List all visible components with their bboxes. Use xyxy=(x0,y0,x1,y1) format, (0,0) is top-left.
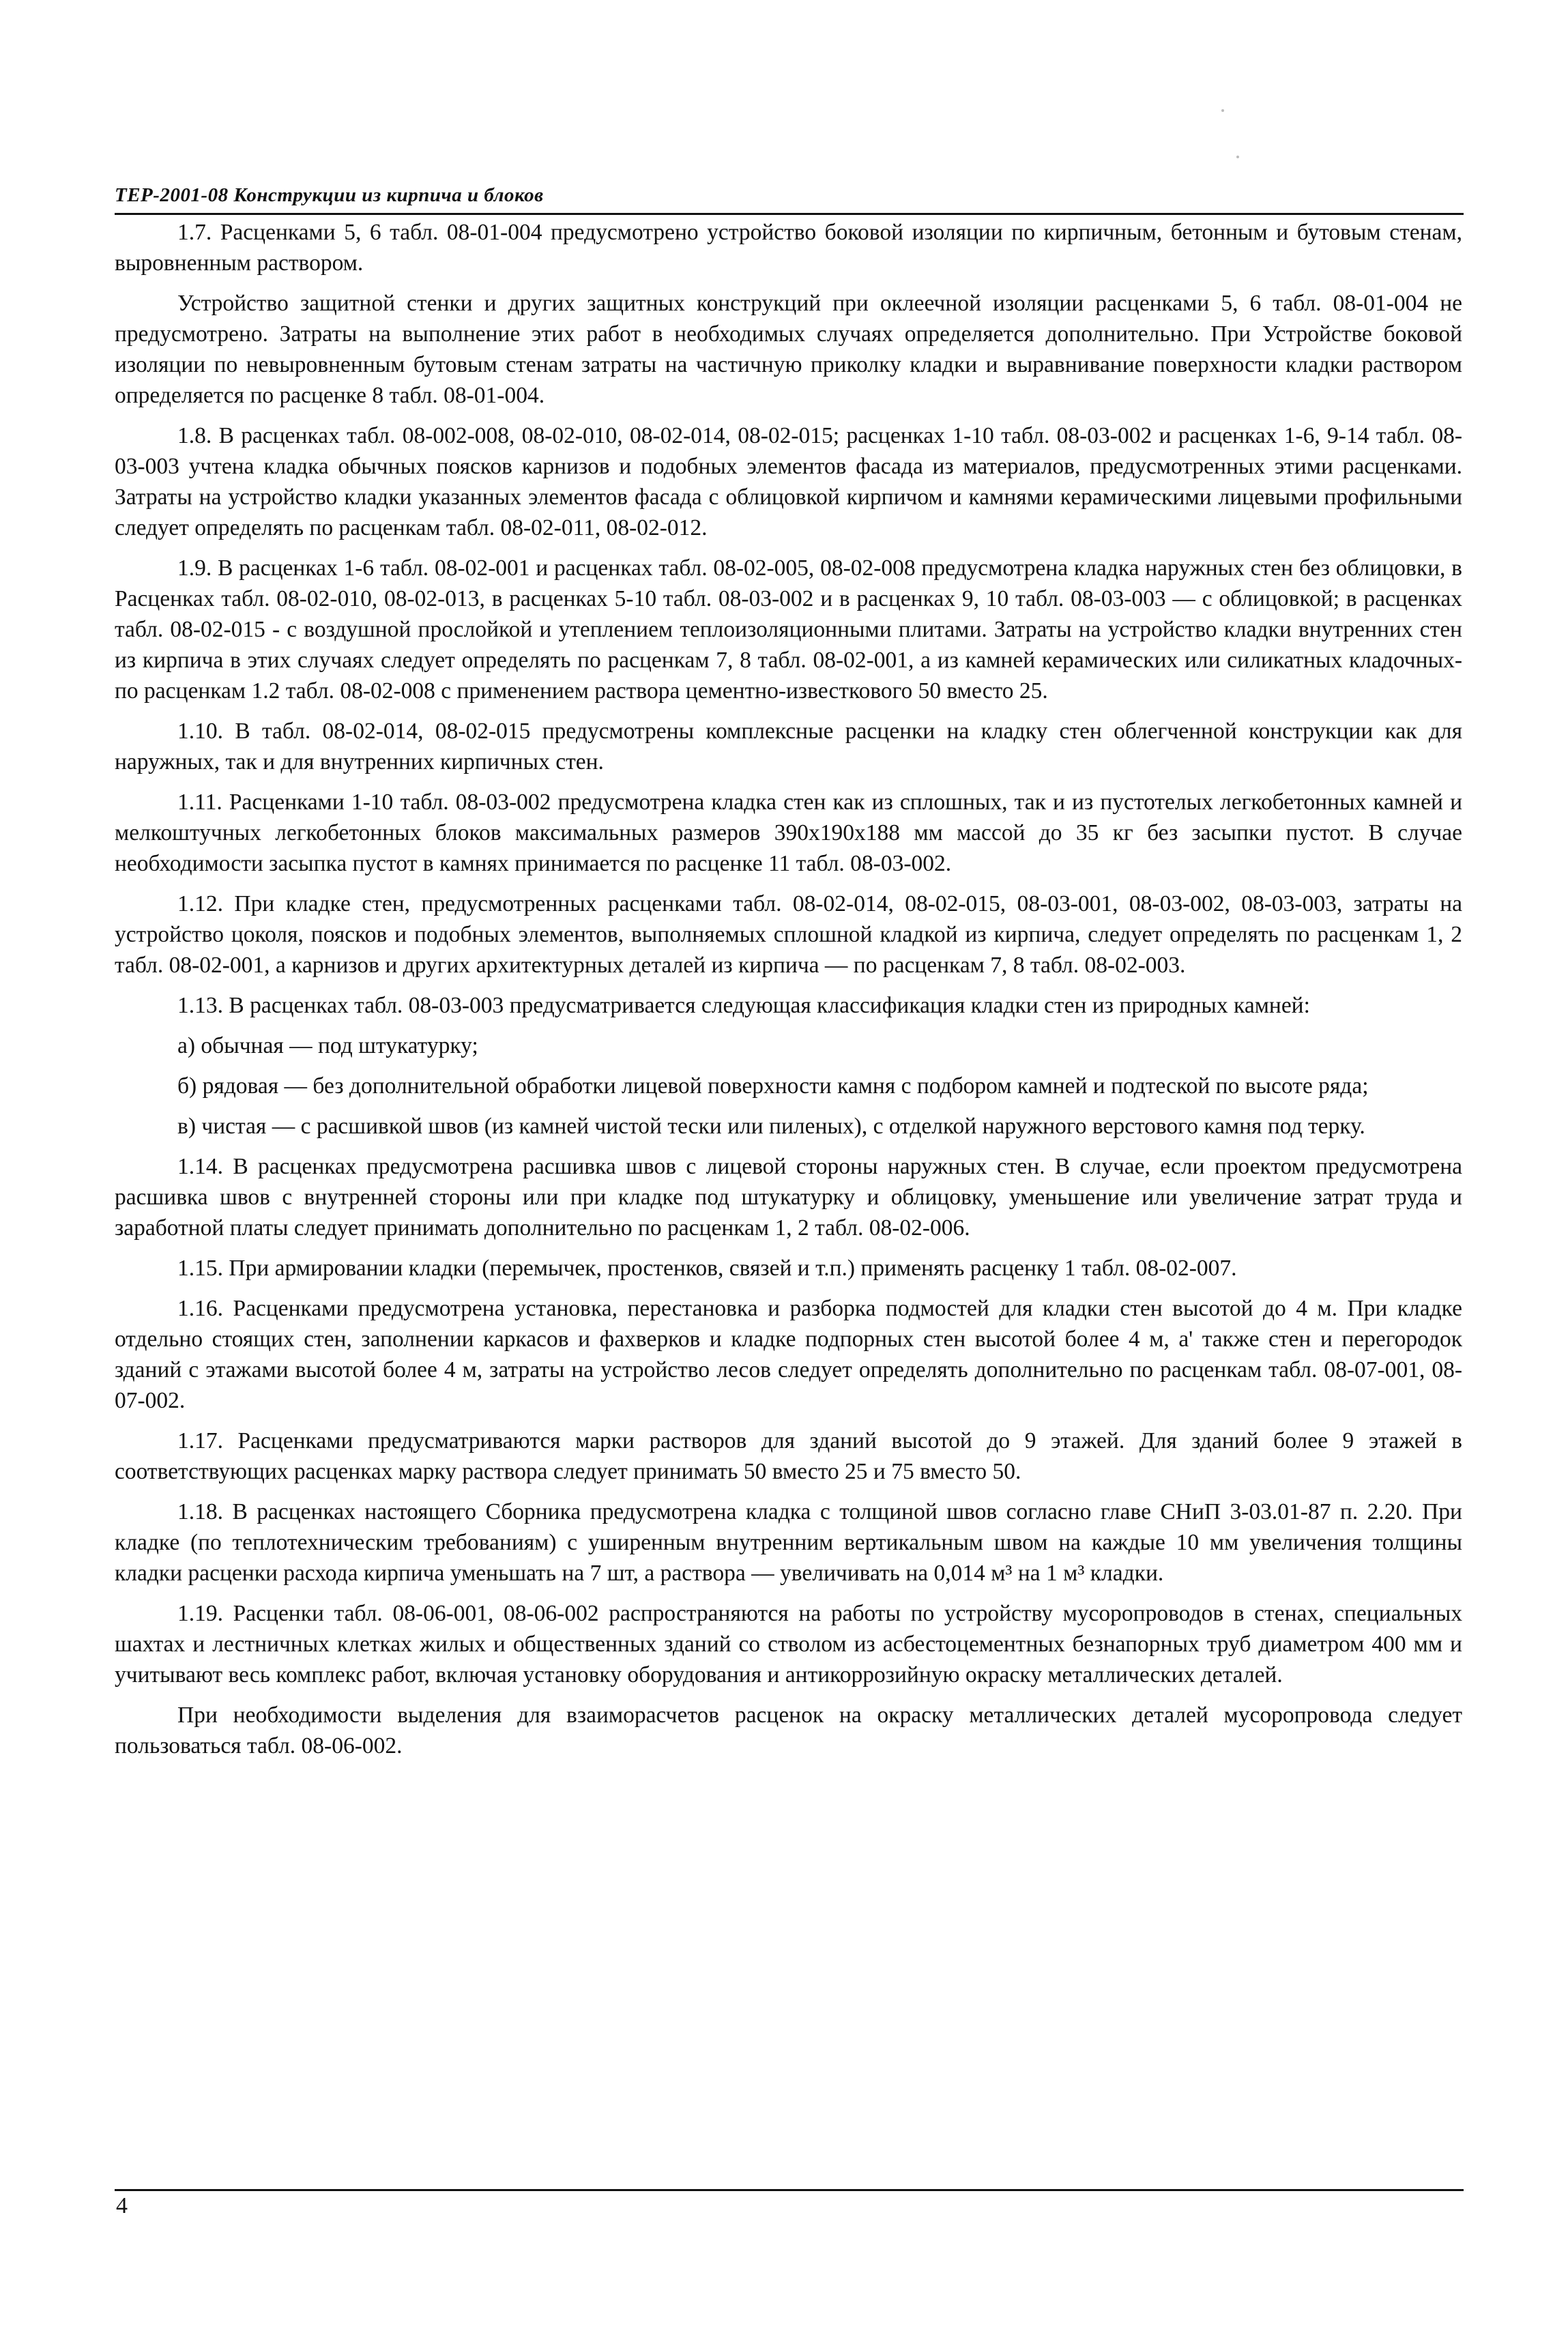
list-item-a: а) обычная — под штукатурку; xyxy=(177,1033,478,1058)
paragraph-1-18: 1.18. В расценках настоящего Сборника предусмотрена кладка с толщиной швов согласно главе СНиП 3-03.01-87 п. 2.20. При кладке (по теплотехническим требованиям) с уширенным внутренним вертикальным швом на каждые 10 мм увеличения толщины кладки расценки расхода кирпича уменьшать на 7 шт, а раствора — увеличивать на 0,014 м³ на 1 м³ кладки. xyxy=(115,1499,1462,1586)
paragraph-1-13: 1.13. В расценках табл. 08-03-003 предусматривается следующая классификация кладки стен из природных камней: xyxy=(177,993,1310,1018)
paragraph-1-7-protection: Устройство защитной стенки и других защитных конструкций при оклеечной изоляции расценками 5, 6 табл. 08-01-004 не предусмотрено. Затраты на выполнение этих работ в необходимых случаях определяется дополнительно. При Устройстве боковой изоляции по невыровненным бутовым стенам затраты на частичную приколку кладки и выравнивание поверхности кладки раствором определяется по расценке 8 табл. 08-01-004. xyxy=(115,291,1462,408)
paragraph-1-16: 1.16. Расценками предусмотрена установка, перестановка и разборка подмостей для кладки стен высотой до 4 м. При кладке отдельно стоящих стен, заполнении каркасов и фахверков и кладке подпорных стен высотой более 4 м, а' также стен и перегородок зданий с этажами высотой более 4 м, затраты на устройство лесов следует определять дополнительно по расценкам табл. 08-07-001, 08-07-002. xyxy=(115,1296,1462,1413)
footer-rule xyxy=(115,2189,1464,2191)
paragraph-1-12: 1.12. При кладке стен, предусмотренных расценками табл. 08-02-014, 08-02-015, 08-03-001, 08-03-002, 08-03-003, затраты на устройство цоколя, поясков и подобных элементов, выполняемых сплошной кладкой из кирпича, следует определять по расценкам 1, 2 табл. 08-02-001, а карнизов и других архитектурных деталей из кирпича — по расценкам 7, 8 табл. 08-02-003. xyxy=(115,891,1462,978)
paragraph-1-7: 1.7. Расценками 5, 6 табл. 08-01-004 предусмотрено устройство боковой изоляции по кирпичным, бетонным и бутовым стенам, выровненным раствором. xyxy=(115,220,1462,276)
scan-speck xyxy=(1236,156,1239,158)
paragraph-1-15: 1.15. При армировании кладки (перемычек, простенков, связей и т.п.) применять расценку 1 табл. 08-02-007. xyxy=(177,1256,1237,1281)
paragraph-1-8: 1.8. В расценках табл. 08-002-008, 08-02-010, 08-02-014, 08-02-015; расценках 1-10 табл. 08-03-002 и расценках 1-6, 9-14 табл. 08-03-003 учтена кладка обычных поясков карнизов и подобных элементов фасада из материалов, предусмотренных этими расценками. Затраты на устройство кладки указанных элементов фасада с облицовкой кирпичом и камнями керамическими лицевыми профильными следует определять по расценкам табл. 08-02-011, 08-02-012. xyxy=(115,423,1462,540)
paragraph-1-9: 1.9. В расценках 1-6 табл. 08-02-001 и расценках табл. 08-02-005, 08-02-008 предусмотрена кладка наружных стен без облицовки, в Расценках табл. 08-02-010, 08-02-013, в расценках 5-10 табл. 08-03-002 и в расценках 9, 10 табл. 08-03-003 — с облицовкой; в расценках табл. 08-02-015 - с воздушной прослойкой и утеплением теплоизоляционными плитами. Затраты на устройство кладки внутренних стен из кирпича в этих случаях следует определять по расценкам 7, 8 табл. 08-02-001, а из камней керамических или силикатных кладочных- по расценкам 1.2 табл. 08-02-008 с применением раствора цементно-известкового 50 вместо 25. xyxy=(115,555,1462,704)
body-text xyxy=(115,217,1462,1771)
list-item-b: б) рядовая — без дополнительной обработки лицевой поверхности камня с подбором камней и подтеской по высоте ряда; xyxy=(177,1073,1369,1099)
paragraph-1-19: 1.19. Расценки табл. 08-06-001, 08-06-002 распространяются на работы по устройству мусоропроводов в стенах, специальных шахтах и лестничных клетках жилых и общественных зданий со стволом из асбестоцементных безнапорных труб диаметром 400 мм и учитывают весь комплекс работ, включая установку оборудования и антикоррозийную окраску металлических деталей. xyxy=(115,1601,1462,1688)
scan-speck xyxy=(1221,109,1224,112)
list-item-v: в) чистая — с расшивкой швов (из камней чистой тески или пиленых), с отделкой наружного верстового камня под терку. xyxy=(177,1114,1365,1139)
page-number: 4 xyxy=(116,2193,128,2218)
header-rule xyxy=(115,213,1464,215)
running-header: ТЕР-2001-08 Конструкции из кирпича и блоков xyxy=(115,184,544,206)
paragraph-1-17: 1.17. Расценками предусматриваются марки растворов для зданий высотой до 9 этажей. Для зданий более 9 этажей в соответствующих расценках марку раствора следует принимать 50 вместо 25 и 75 вместо 50. xyxy=(115,1428,1462,1484)
paragraph-1-11: 1.11. Расценками 1-10 табл. 08-03-002 предусмотрена кладка стен как из сплошных, так и из пустотелых легкобетонных камней и мелкоштучных легкобетонных блоков максимальных размеров 390х190х188 мм массой до 35 кг без засыпки пустот. В случае необходимости засыпка пустот в камнях принимается по расценке 11 табл. 08-03-002. xyxy=(115,790,1462,876)
paragraph-1-19-note: При необходимости выделения для взаиморасчетов расценок на окраску металлических деталей мусоропровода следует пользоваться табл. 08-06-002. xyxy=(115,1703,1462,1758)
paragraph-1-14: 1.14. В расценках предусмотрена расшивка швов с лицевой стороны наружных стен. В случае, если проектом предусмотрена расшивка швов с внутренней стороны или при кладке под штукатурку и облицовку, уменьшение или увеличение затрат труда и заработной платы следует принимать дополнительно по расценкам 1, 2 табл. 08-02-006. xyxy=(115,1154,1462,1241)
paragraph-1-10: 1.10. В табл. 08-02-014, 08-02-015 предусмотрены комплексные расценки на кладку стен облегченной конструкции как для наружных, так и для внутренних кирпичных стен. xyxy=(115,719,1462,774)
